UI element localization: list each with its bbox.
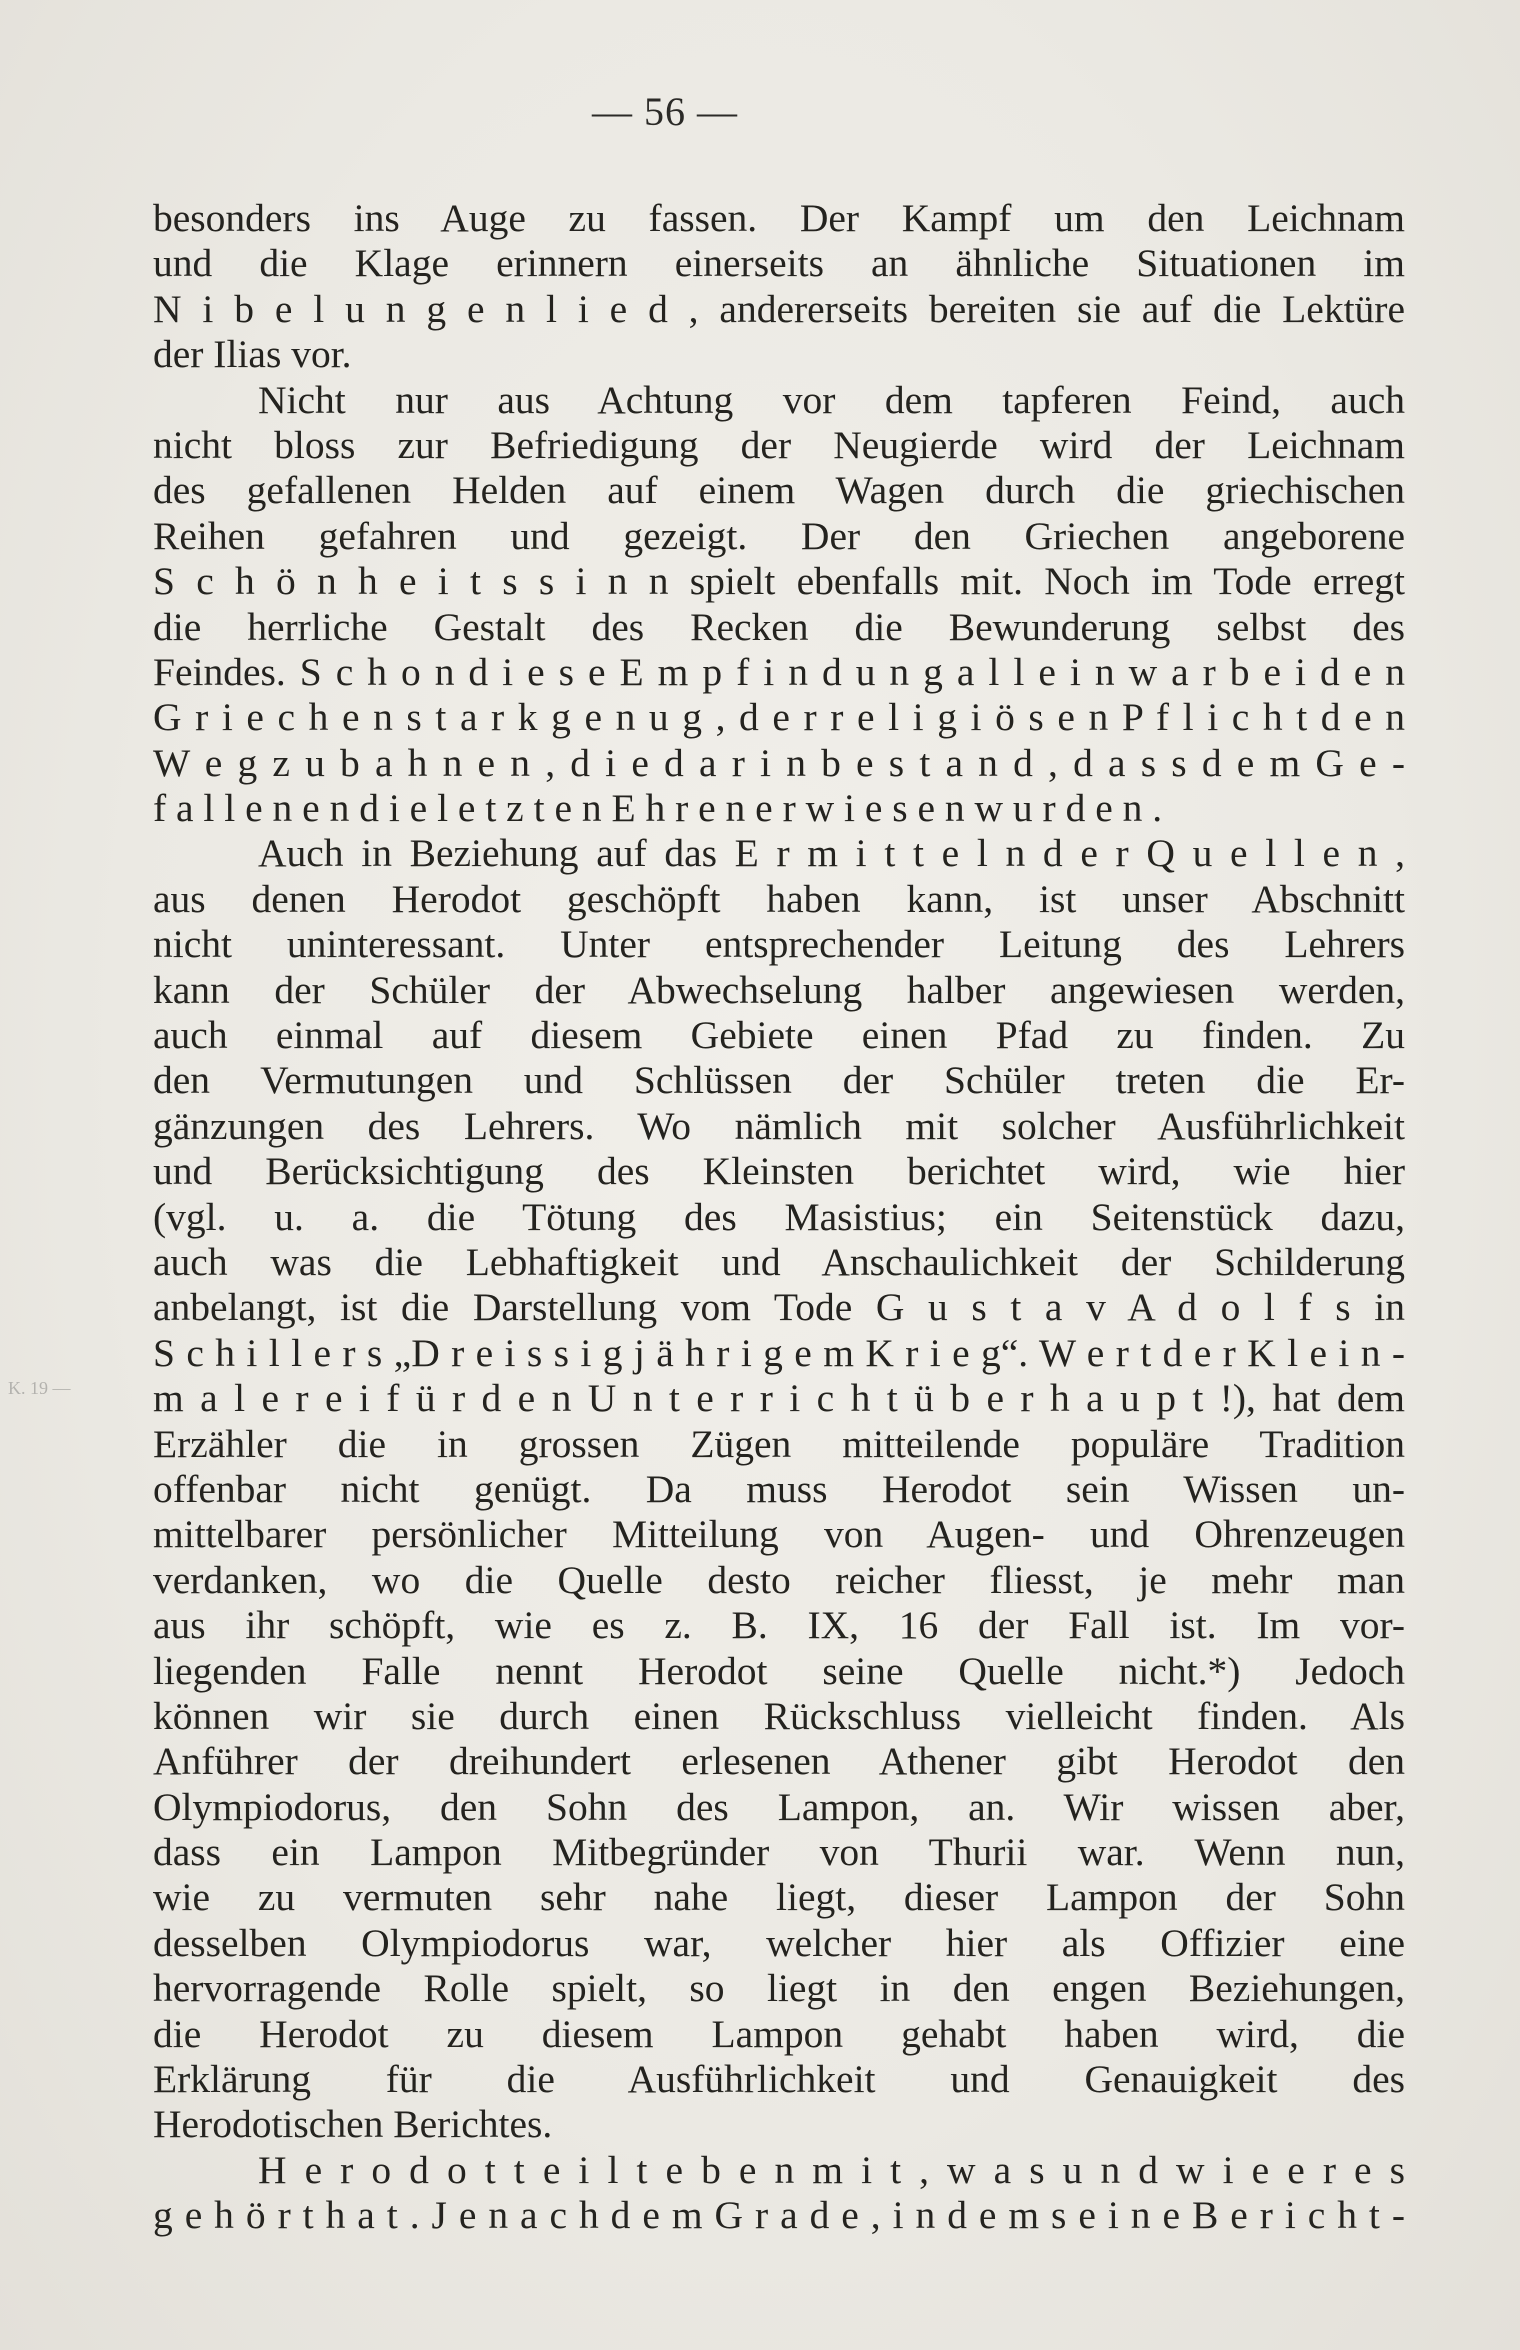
margin-note: K. 19 — — [8, 1378, 71, 1398]
text-line: liegenden Falle nennt Herodot seine Quelle nicht.*) Jedoch — [153, 1648, 1405, 1693]
text-line: desselben Olympiodorus war, welcher hier als Offizier eine — [153, 1920, 1405, 1965]
text-line: offenbar nicht genügt. Da muss Herodot sein Wissen un- — [153, 1466, 1405, 1511]
text-line: Erklärung für die Ausführlichkeit und Genauigkeit des — [153, 2057, 1405, 2102]
text-line: mittelbarer persönlicher Mitteilung von Augen- und Ohrenzeugen — [153, 1512, 1405, 1557]
text-line: verdanken, wo die Quelle desto reicher fliesst, je mehr man — [153, 1557, 1405, 1602]
body-text — [153, 196, 1405, 2239]
text-line: Reihen gefahren und gezeigt. Der den Griechen angeborene — [153, 513, 1405, 558]
text-line: nicht bloss zur Befriedigung der Neugierde wird der Leichnam — [153, 422, 1405, 467]
text-line: und Berücksichtigung des Kleinsten berichtet wird, wie hier — [153, 1149, 1405, 1194]
text-line: W e g z u b a h n e n , d i e d a r i n b e s t a n d , d a s s d e m G e - — [153, 740, 1405, 785]
text-line: Nicht nur aus Achtung vor dem tapferen Feind, auch — [258, 377, 1405, 422]
text-line: Feindes. S c h o n d i e s e E m p f i n d u n g a l l e i n w a r b e i d e n — [153, 649, 1405, 694]
text-line: und die Klage erinnern einerseits an ähnliche Situationen im — [153, 241, 1405, 286]
paragraph-2 — [153, 378, 1405, 832]
text-line: Erzähler die in grossen Zügen mitteilende populäre Tradition — [153, 1421, 1405, 1466]
text-line: H e r o d o t t e i l t e b e n m i t , w a s u n d w i e e r e s — [258, 2147, 1405, 2192]
text-line: S c h i l l e r s „D r e i s s i g j ä h r i g e m K r i e g“. W e r t d e r K l e i n - — [153, 1330, 1405, 1375]
text-line: den Vermutungen und Schlüssen der Schüler treten die Er- — [153, 1058, 1405, 1103]
text-line: dass ein Lampon Mitbegründer von Thurii war. Wenn nun, — [153, 1830, 1405, 1875]
text-line: (vgl. u. a. die Tötung des Masistius; ein Seitenstück dazu, — [153, 1194, 1405, 1239]
text-line: wie zu vermuten sehr nahe liegt, dieser Lampon der Sohn — [153, 1875, 1405, 1920]
text-line: kann der Schüler der Abwechselung halber angewiesen werden, — [153, 967, 1405, 1012]
text-line: hervorragende Rolle spielt, so liegt in den engen Beziehungen, — [153, 1966, 1405, 2011]
text-line: nicht uninteressant. Unter entsprechender Leitung des Lehrers — [153, 922, 1405, 967]
text-line: anbelangt, ist die Darstellung vom Tode G u s t a v A d o l f s in — [153, 1285, 1405, 1330]
text-line: m a l e r e i f ü r d e n U n t e r r i c h t ü b e r h a u p t !), hat dem — [153, 1376, 1405, 1421]
text-line: Olympiodorus, den Sohn des Lampon, an. Wir wissen aber, — [153, 1784, 1405, 1829]
text-line: N i b e l u n g e n l i e d , andererseits bereiten sie auf die Lektüre — [153, 286, 1405, 331]
page-number: — 56 — — [592, 89, 738, 134]
text-line: des gefallenen Helden auf einem Wagen durch die griechischen — [153, 468, 1405, 513]
text-line: die herrliche Gestalt des Recken die Bewunderung selbst des — [153, 604, 1405, 649]
text-line: Anführer der dreihundert erlesenen Athener gibt Herodot den — [153, 1739, 1405, 1784]
text-line: G r i e c h e n s t a r k g e n u g , d e r r e l i g i ö s e n P f l i c h t d e n — [153, 695, 1405, 740]
text-line: aus ihr schöpft, wie es z. B. IX, 16 der Fall ist. Im vor- — [153, 1603, 1405, 1648]
paragraph-4 — [153, 2148, 1405, 2239]
text-line: können wir sie durch einen Rückschluss vielleicht finden. Als — [153, 1693, 1405, 1738]
text-line: auch einmal auf diesem Gebiete einen Pfad zu finden. Zu — [153, 1013, 1405, 1058]
paragraph-1 — [153, 196, 1405, 378]
text-line: der Ilias vor. — [153, 332, 352, 377]
text-line: auch was die Lebhaftigkeit und Anschaulichkeit der Schilderung — [153, 1239, 1405, 1284]
text-line: f a l l e n e n d i e l e t z t e n E h r e n e r w i e s e n w u r d e n . — [153, 786, 1163, 831]
text-line: besonders ins Auge zu fassen. Der Kampf um den Leichnam — [153, 196, 1405, 240]
text-line: Auch in Beziehung auf das E r m i t t e l n d e r Q u e l l e n , — [258, 831, 1405, 876]
paragraph-3 — [153, 831, 1405, 2147]
text-line: gänzungen des Lehrers. Wo nämlich mit solcher Ausführlichkeit — [153, 1103, 1405, 1148]
text-line: Herodotischen Berichtes. — [153, 2102, 553, 2147]
text-line: S c h ö n h e i t s s i n n spielt ebenfalls mit. Noch im Tode erregt — [153, 559, 1405, 604]
text-line: g e h ö r t h a t . J e n a c h d e m G r a d e , i n d e m s e i n e B e r i c h t - — [153, 2193, 1405, 2238]
text-line: die Herodot zu diesem Lampon gehabt haben wird, die — [153, 2011, 1405, 2056]
text-line: aus denen Herodot geschöpft haben kann, ist unser Abschnitt — [153, 876, 1405, 921]
